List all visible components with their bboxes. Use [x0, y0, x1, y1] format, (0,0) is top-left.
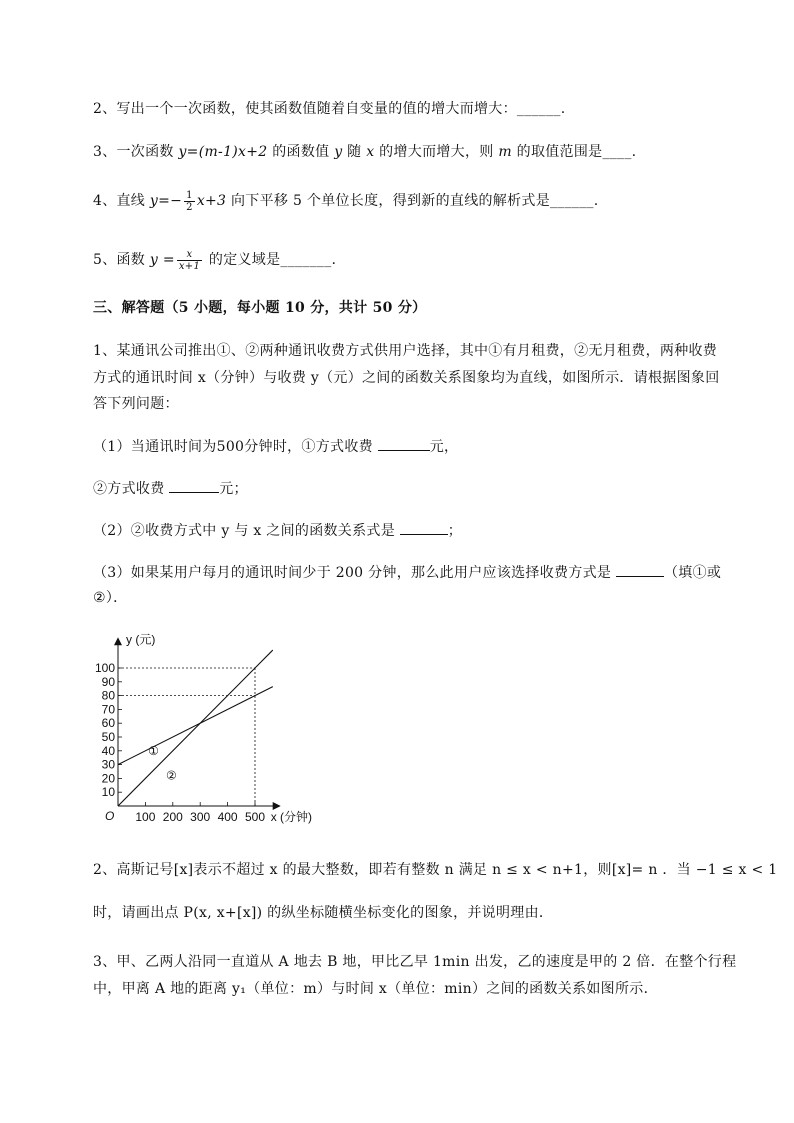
answer-blank: [400, 520, 448, 535]
q5-fraction: [177, 249, 202, 272]
sub1-text: （1）当通讯时间为500分钟时，①方式收费: [93, 439, 378, 455]
sub2-text: （2）②收费方式中 y 与 x 之间的函数关系式是: [93, 523, 400, 539]
sub1-end: 元，: [429, 439, 459, 455]
q3-text: 的函数值: [267, 144, 335, 160]
q4-frac-num: 1: [186, 189, 193, 201]
q3-formula: y=(m-1)x+2: [178, 144, 268, 160]
q4-suffix: 向下平移 5 个单位长度，得到新的直线的解析式是______.: [226, 193, 599, 209]
q4-fraction: [184, 190, 195, 213]
series-label-1: ①: [148, 743, 159, 758]
problem-1-line-1: 1、某通讯公司推出①、②两种通讯收费方式供用户选择，其中①有月租费，②无月租费，两种收费: [93, 343, 718, 359]
problem-2-line-2: 时，请画出点 P(x, x+[x]) 的纵坐标随横坐标变化的图象，并说明理由．: [93, 905, 554, 921]
problem-1-sub-1b: [93, 478, 248, 499]
x-axis-label: x (分钟): [270, 810, 313, 824]
x-tick-label: 100: [135, 810, 156, 824]
question-5-fill: [93, 247, 336, 273]
x-tick-label: 300: [190, 810, 211, 824]
y-tick-label: 20: [101, 771, 115, 786]
sub2-end: ；: [447, 523, 463, 539]
fee-chart: [88, 628, 348, 834]
y-tick-label: 40: [101, 743, 115, 758]
section-3-title: 三、解答题（5 小题，每小题 10 分，共计 50 分）: [93, 300, 427, 316]
y-tick-label: 90: [101, 674, 115, 689]
q3-var-y: y: [334, 144, 343, 160]
answer-blank: [378, 436, 430, 451]
x-tick-label: 500: [244, 810, 266, 824]
problem-1-sub-3: [93, 562, 721, 583]
series-label-2: ②: [165, 768, 177, 783]
y-tick-label: 70: [101, 702, 115, 717]
q4-rhs: x+3: [196, 193, 227, 209]
q3-text: 的增大而增大，则: [374, 144, 499, 160]
q4-prefix: 4、直线: [93, 193, 150, 209]
problem-1-sub-3-line-2: ②）．: [93, 590, 128, 606]
q3-suffix: 的取值范围是____.: [511, 144, 637, 160]
y-axis-label: y (元): [126, 632, 156, 647]
y-tick-label: 80: [101, 688, 115, 703]
q3-prefix: 3、一次函数: [93, 144, 179, 160]
question-4-fill: [93, 188, 599, 214]
q5-frac-den: x+1: [178, 260, 201, 272]
sub1b-text: ②方式收费: [93, 481, 170, 497]
q3-var-x: x: [366, 144, 375, 160]
problem-1-line-3: 答下列问题：: [93, 396, 179, 412]
q3-var-m: m: [498, 144, 512, 160]
q5-frac-num: x: [177, 249, 202, 261]
q5-suffix: 的定义域是_______.: [204, 252, 337, 268]
problem-1-line-2: 方式的通讯时间 x（分钟）与收费 y（元）之间的函数关系图象均为直线，如图所示．请根据图象回: [93, 370, 720, 386]
origin-label: O: [105, 809, 115, 823]
problem-1-sub-1: [93, 436, 458, 457]
problem-1-sub-2: [93, 520, 462, 541]
problem-3-line-2: 中，甲离 A 地的距离 y₁（单位：m）与时间 x（单位：min）之间的函数关系如图所示．: [93, 981, 658, 997]
q5-lhs: y =: [149, 252, 175, 268]
answer-blank: [169, 478, 219, 493]
sub3-end: （填①或: [663, 565, 722, 581]
y-tick-label: 50: [101, 730, 115, 744]
answer-blank: [616, 562, 664, 577]
q3-text: 随: [342, 144, 367, 160]
sub1b-end: 元；: [219, 481, 248, 497]
y-tick-label: 60: [101, 716, 115, 731]
y-tick-label: 10: [101, 785, 115, 800]
x-tick-label: 200: [162, 810, 183, 824]
q5-prefix: 5、函数: [93, 252, 150, 268]
q4-frac-den: 2: [186, 201, 193, 213]
series-line-2: [118, 650, 273, 806]
sub3-text: （3）如果某用户每月的通讯时间少于 200 分钟，那么此用户应该选择收费方式是: [93, 565, 616, 581]
question-2-fill: 2、写出一个一次函数，使其函数值随着自变量的值的增大而增大：______.: [93, 101, 566, 117]
question-3-fill: [93, 142, 636, 162]
y-tick-label: 100: [94, 661, 115, 675]
x-tick-label: 400: [217, 810, 238, 824]
y-tick-label: 30: [101, 757, 115, 772]
q4-lhs: y=−: [149, 193, 183, 209]
series-line-1: [118, 687, 273, 765]
problem-2-line-1: 2、高斯记号[x]表示不超过 x 的最大整数，即若有整数 n 满足 n ≤ x < n+1，则[x]= n ．当 −1 ≤ x < 1: [93, 862, 778, 878]
problem-3-line-1: 3、甲、乙两人沿同一直道从 A 地去 B 地，甲比乙早 1min 出发，乙的速度是甲的 2 倍．在整个行程: [93, 954, 737, 970]
